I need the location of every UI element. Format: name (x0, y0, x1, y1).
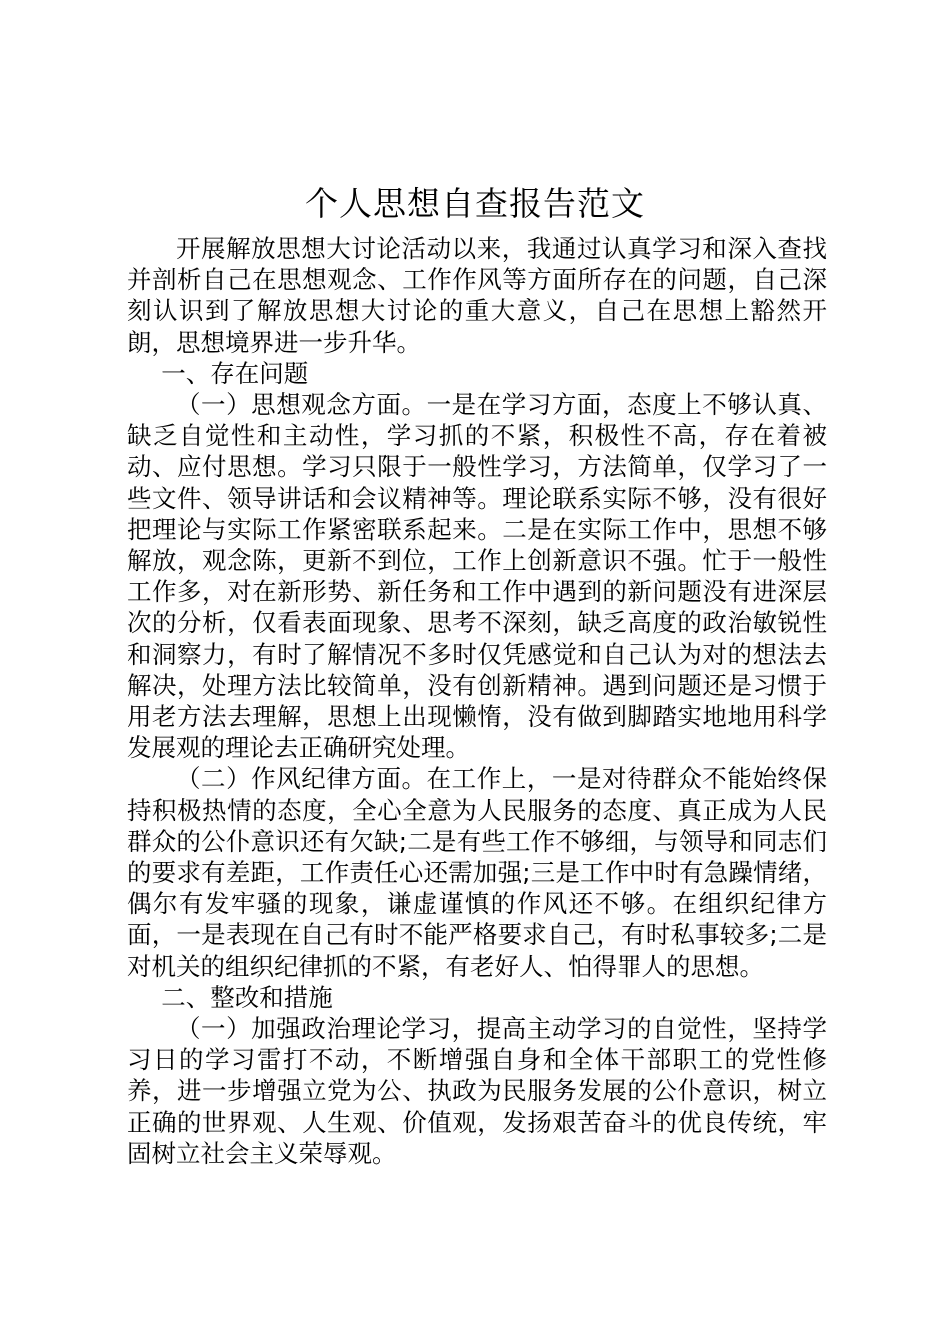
paragraph-political-study: （一）加强政治理论学习，提高主动学习的自觉性，坚持学习日的学习雷打不动，不断增强自身和全体干部职工的党性修养，进一步增强立党为公、执政为民服务发展的公仆意识，树立正确的世界观、人生观、价值观，发扬艰苦奋斗的优良传统，牢固树立社会主义荣辱观。 (127, 1014, 827, 1168)
document-title: 个人思想自查报告范文 (305, 184, 645, 223)
section-heading-problems: 一、存在问题 (161, 358, 309, 388)
intro-paragraph: 开展解放思想大讨论活动以来，我通过认真学习和深入查找并剖析自己在思想观念、工作作风等方面所存在的问题，自己深刻认识到了解放思想大讨论的重大意义，自己在思想上豁然开朗，思想境界进一步升华。 (127, 234, 827, 357)
document-body (127, 233, 827, 1169)
paragraph-thinking-concepts: （一）思想观念方面。一是在学习方面，态度上不够认真、缺乏自觉性和主动性，学习抓的不紧，积极性不高，存在着被动、应付思想。学习只限于一般性学习，方法简单，仅学习了一些文件、领导讲话和会议精神等。理论联系实际不够，没有很好把理论与实际工作紧密联系起来。二是在实际工作中，思想不够解放，观念陈，更新不到位，工作上创新意识不强。忙于一般性工作多，对在新形势、新任务和工作中遇到的新问题没有进深层次的分析，仅看表面现象、思考不深刻，缺乏高度的政治敏锐性和洞察力，有时了解情况不多时仅凭感觉和自己认为对的想法去解决，处理方法比较简单，没有创新精神。遇到问题还是习惯于用老方法去理解，思想上出现懒惰，没有做到脚踏实地地用科学发展观的理论去正确研究处理。 (127, 390, 827, 763)
section-heading-measures: 二、整改和措施 (161, 982, 333, 1012)
paragraph-work-style: （二）作风纪律方面。在工作上，一是对待群众不能始终保持积极热情的态度，全心全意为人民服务的态度、真正成为人民群众的公仆意识还有欠缺;二是有些工作不够细，与领导和同志们的要求有差距，工作责任心还需加强;三是工作中时有急躁情绪，偶尔有发牢骚的现象，谦虚谨慎的作风还不够。在组织纪律方面，一是表现在自己有时不能严格要求自己，有时私事较多;二是对机关的组织纪律抓的不紧，有老好人、怕得罪人的思想。 (127, 764, 827, 981)
